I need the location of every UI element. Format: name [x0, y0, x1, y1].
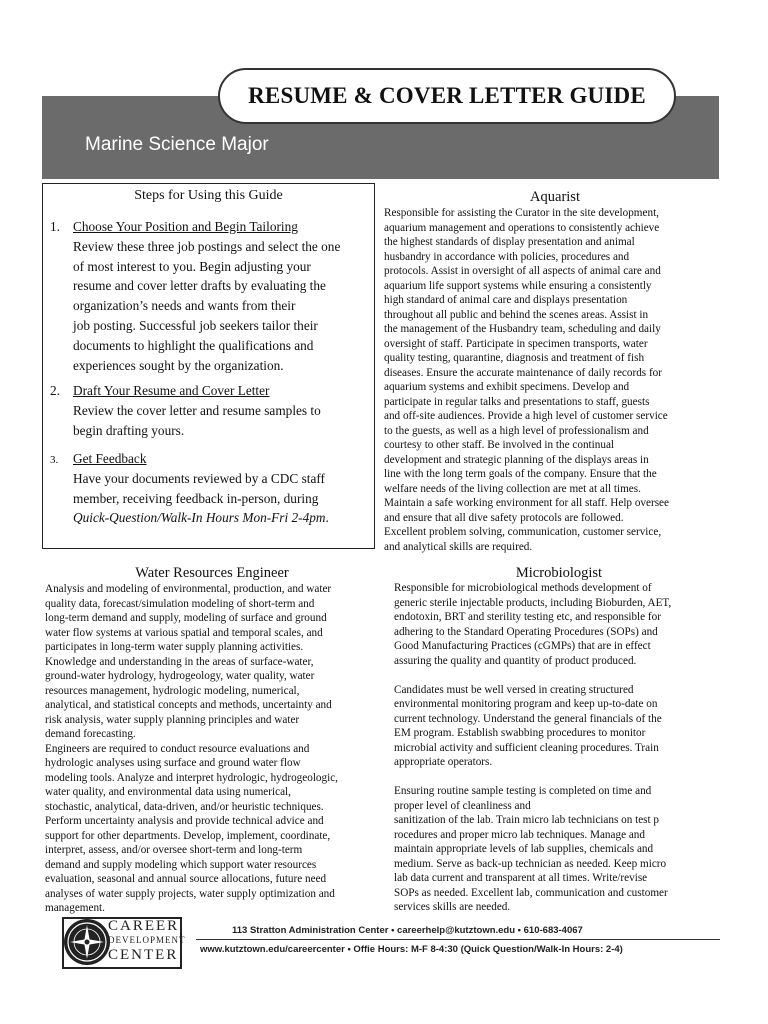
micro-line: Good Manufacturing Practices (cGMPs) that are in effect — [394, 640, 651, 652]
aquarist-line: aquarium management and operations to consistently achieve — [384, 221, 660, 234]
step-text-line: member, receiving feedback in-person, during — [73, 490, 319, 506]
aquarist-line: to the guests, as well as a high level of professionalism and — [384, 424, 649, 437]
micro-line: rocedures and proper micro lab techniques. Manage and — [394, 828, 645, 841]
aquarist-line: and off-site audiences. Provide a high level of customer service — [384, 410, 668, 422]
aquarist-line: and analytical skills are required. — [384, 540, 533, 553]
step-heading: Draft Your Resume and Cover Letter — [73, 383, 270, 398]
water-line: Analysis and modeling of environmental, production, and water — [45, 583, 332, 595]
micro-line: assuring the quality and quantity of product produced. — [394, 654, 637, 667]
aquarist-line: Responsible for assisting the Curator in the site development, — [384, 207, 659, 219]
micro-line — [394, 770, 729, 785]
aquarist-line: husbandry in accordance with policies, procedures and — [384, 250, 630, 263]
micro-line: Responsible for microbiological methods development of — [394, 582, 652, 594]
water-line: resources management, hydrologic modeling, numerical, — [45, 684, 300, 697]
guide-title-pill — [218, 68, 676, 124]
micro-line: maintain appropriate levels of lab supplies, chemicals and — [394, 843, 654, 855]
aquarist-line: diseases. Ensure the accurate maintenance of daily records for — [384, 366, 663, 379]
water-line: Knowledge and understanding in the areas of surface-water, — [45, 655, 314, 668]
step-3 — [50, 449, 370, 528]
micro-line: current technology. Understand the general financials of the — [394, 712, 662, 725]
micro-line: EM program. Establish swabbing procedures to monitor — [394, 727, 646, 739]
step-text-line: organization’s needs and wants from their — [73, 298, 296, 314]
aquarist-title: Aquarist — [530, 189, 580, 205]
aquarist-line: aquarium systems and exhibit specimens. Develop and — [384, 381, 630, 393]
step-number: 2. — [50, 383, 60, 398]
step-text-line: resume and cover letter drafts by evaluating the — [73, 278, 326, 294]
micro-line: sanitization of the lab. Train micro lab technicians on test p — [394, 814, 660, 826]
water-line: analyses of water supply projects, water supply optimization and — [45, 887, 335, 900]
aquarist-line: aquarium life support systems while ensuring a consistently — [384, 279, 652, 292]
step-number: 3. — [50, 454, 59, 466]
aquarist-line: welfare needs of the living collection are met at all times. — [384, 482, 641, 495]
micro-line: microbial activity and sufficient cleaning procedures. Train — [394, 741, 659, 754]
water-line: support for other departments. Develop, implement, coordinate, — [45, 829, 331, 842]
water-line: modeling tools. Analyze and interpret hydrologic, hydrogeologic, — [45, 771, 338, 784]
water-line: ground-water hydrology, hydrogeology, water quality, water — [45, 670, 315, 682]
water-line: evaluation, seasonal and annual source allocations, future need — [45, 873, 327, 885]
aquarist-line: Maintain a safe working environment for all staff. Help oversee — [384, 497, 669, 509]
aquarist-line: line with the long term goals of the company. Ensure that the — [384, 468, 657, 480]
aquarist-line: Excellent problem solving, communication, customer service, — [384, 526, 662, 538]
aquarist-line: participate in regular talks and presentations to staff, guests — [384, 395, 650, 408]
water-line: quality data, forecast/simulation modeling of short-term and — [45, 597, 315, 610]
micro-line: adhering to the Standard Operating Procedures (SOPs) and — [394, 625, 658, 638]
micro-line — [394, 668, 729, 683]
water-line: risk analysis, water supply planning principles and water — [45, 713, 300, 726]
water-line: water flow systems at various spatial and temporal scales, and — [45, 626, 323, 639]
micro-line: medium. Serve as back-up technician as needed. Keep micro — [394, 857, 667, 870]
water-line: water quality, and environmental data using numerical, — [45, 786, 291, 798]
step-heading: Choose Your Position and Begin Tailoring — [73, 219, 298, 234]
micro-line: services skills are needed. — [394, 901, 511, 913]
footer-contact: 113 Stratton Administration Center • careerhelp@kutztown.edu • 610-683-4067 — [232, 925, 583, 936]
micro-description — [394, 581, 729, 915]
step-text-line: documents to highlight the qualifications and — [73, 337, 314, 353]
step-2 — [50, 381, 370, 440]
step-text-line: Review the cover letter and resume samples to — [73, 402, 321, 418]
water-line: demand and supply modeling which support water resources — [45, 858, 317, 871]
logo-center: CENTER — [108, 947, 179, 963]
step-text-line: of most interest to you. Begin adjusting your — [73, 258, 311, 274]
step-text-line: Review these three job postings and select the one — [73, 238, 341, 254]
aquarist-line: the management of the Husbandry team, scheduling and daily — [384, 323, 661, 335]
aquarist-line: the highest standards of display presentation and animal — [384, 236, 635, 248]
steps-title: Steps for Using this Guide — [134, 188, 283, 203]
aquarist-line: quality testing, quarantine, diagnosis and treatment of fish — [384, 352, 645, 364]
step-text-line: job posting. Successful job seekers tailor their — [73, 317, 318, 333]
aquarist-line: and ensure that all dive safety protocols are followed. — [384, 511, 624, 524]
micro-line: lab data current and transparent at all times. Write/revise — [394, 872, 648, 884]
water-line: stochastic, analytical, data-driven, and/or heuristic techniques. — [45, 800, 324, 813]
step-text-line: Have your documents reviewed by a CDC staff — [73, 470, 325, 486]
water-title: Water Resources Engineer — [135, 565, 289, 581]
water-line: Perform uncertainty analysis and provide technical advice and — [45, 815, 324, 827]
micro-line: generic sterile injectable products, including Bioburden, AET, — [394, 596, 672, 609]
guide-title: RESUME & COVER LETTER GUIDE — [248, 83, 646, 108]
micro-line: environmental monitoring program and keep up-to-date on — [394, 698, 658, 710]
micro-line: Candidates must be well versed in creating structured — [394, 683, 634, 696]
aquarist-line: oversight of staff. Participate in specimen transports, water — [384, 337, 648, 350]
aquarist-line: throughout all public and behind the scenes areas. Assist in — [384, 308, 649, 321]
compass-seal-icon — [64, 919, 110, 965]
water-line: hydrologic analyses using surface and ground water flow — [45, 757, 301, 769]
step-text-line: begin drafting yours. — [73, 422, 185, 438]
water-line: long-term demand and supply, modeling of surface and ground — [45, 612, 327, 624]
footer-hours: www.kutztown.edu/careercenter • Offie Hours: M-F 8-4:30 (Quick Question/Walk-In Hours: 2-4) — [200, 944, 623, 955]
water-description — [45, 582, 390, 916]
water-line: management. — [45, 902, 105, 914]
micro-line: endotoxin, BRT and sterility testing etc, and responsible for — [394, 611, 661, 623]
aquarist-line: protocols. Assist in oversight of all aspects of animal care and — [384, 265, 661, 277]
water-line: demand forecasting. — [45, 728, 136, 740]
aquarist-line: courtesy to other staff. Be involved in the continual — [384, 439, 615, 451]
micro-line: appropriate operators. — [394, 756, 493, 768]
logo-development: DEVELOPMENT — [108, 935, 186, 945]
micro-title: Microbiologist — [515, 565, 603, 581]
water-line: Engineers are required to conduct resource evaluations and — [45, 742, 310, 755]
aquarist-line: high standard of animal care and displays presentation — [384, 294, 628, 306]
step-1 — [50, 217, 370, 375]
water-line: participates in long-term water supply planning activities. — [45, 641, 304, 653]
aquarist-description — [384, 206, 724, 554]
aquarist-line: development and strategic planning of the displays areas in — [384, 453, 649, 466]
micro-line: SOPs as needed. Excellent lab, communication and customer — [394, 886, 668, 899]
step-heading: Get Feedback — [73, 451, 147, 466]
step-number: 1. — [50, 219, 60, 234]
footer-divider — [196, 939, 720, 940]
water-line: interpret, assess, and/or oversee short-term and long-term — [45, 844, 303, 856]
step-text-line: experiences sought by the organization. — [73, 357, 284, 373]
logo-career: CAREER — [108, 918, 180, 934]
major-name: Marine Science Major — [85, 134, 269, 155]
micro-line: proper level of cleanliness and — [394, 799, 531, 812]
micro-line: Ensuring routine sample testing is completed on time and — [394, 785, 652, 797]
water-line: analytical, and statistical concepts and methods, uncertainty and — [45, 699, 332, 711]
walk-in-hours: Quick-Question/Walk-In Hours Mon-Fri 2-4pm. — [73, 510, 329, 526]
